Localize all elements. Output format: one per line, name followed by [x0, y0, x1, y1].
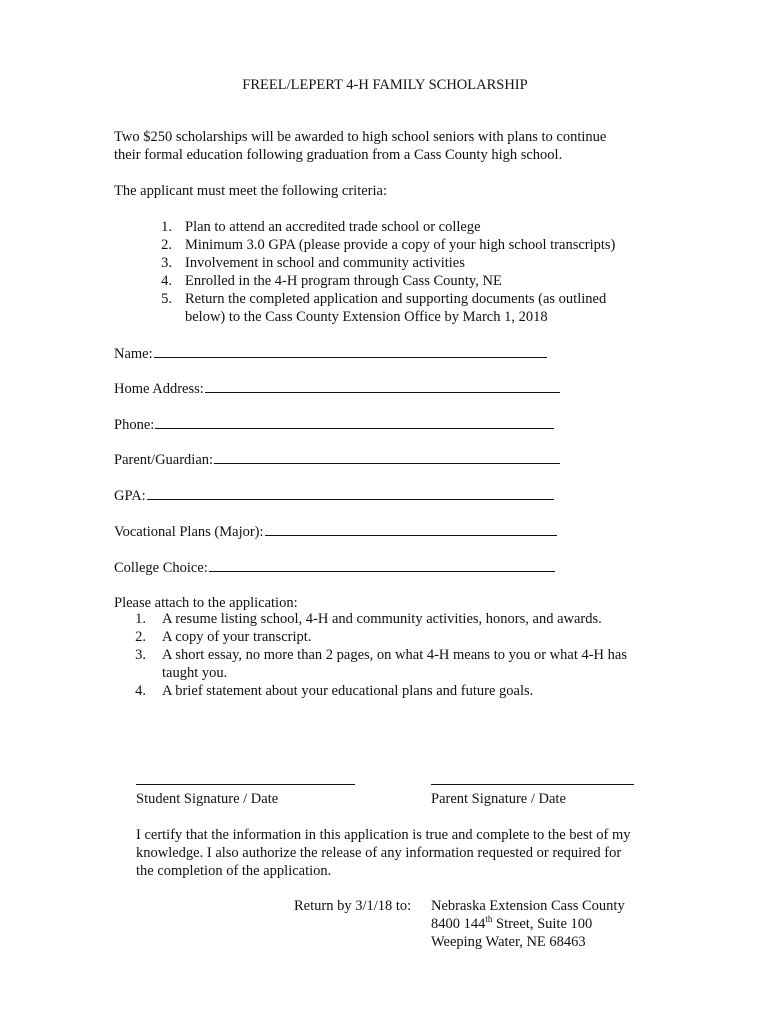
criteria-text-continued: below) to the Cass County Extension Office by March 1, 2018 — [185, 309, 548, 325]
return-by-label: Return by 3/1/18 to: — [294, 898, 412, 914]
college-choice-field[interactable] — [114, 558, 555, 577]
document-title: FREEL/LEPERT 4-H FAMILY SCHOLARSHIP — [242, 77, 528, 93]
return-street-rest: Street, Suite 100 — [492, 916, 593, 932]
attachment-number: 1. — [135, 611, 146, 627]
criteria-text: Plan to attend an accredited trade school or college — [185, 219, 481, 235]
home-address-label: Home Address: — [114, 381, 204, 397]
attachment-text: A short essay, no more than 2 pages, on what 4-H means to you or what 4-H has — [162, 647, 627, 663]
criteria-number: 3. — [161, 255, 172, 271]
return-city: Weeping Water, NE 68463 — [431, 934, 586, 950]
vocational-plans-label: Vocational Plans (Major): — [114, 524, 264, 540]
attachment-text: A resume listing school, 4-H and community activities, honors, and awards. — [162, 611, 602, 627]
attachment-number: 2. — [135, 629, 146, 645]
certification-line-1: I certify that the information in this application is true and complete to the best of my — [136, 827, 631, 843]
gpa-field[interactable] — [114, 486, 554, 505]
attachment-number: 4. — [135, 683, 146, 699]
home-address-field[interactable] — [114, 379, 560, 398]
return-street-number: 8400 144 — [431, 916, 486, 932]
parent-guardian-field[interactable] — [114, 450, 560, 469]
criteria-text: Enrolled in the 4-H program through Cass County, NE — [185, 273, 502, 289]
criteria-text: Minimum 3.0 GPA (please provide a copy of your high school transcripts) — [185, 237, 616, 253]
gpa-label: GPA: — [114, 488, 146, 504]
criteria-heading: The applicant must meet the following criteria: — [114, 183, 387, 199]
name-label: Name: — [114, 346, 153, 362]
parent-guardian-label: Parent/Guardian: — [114, 452, 214, 468]
intro-line-2: their formal education following graduation from a Cass County high school. — [114, 147, 563, 163]
return-street-suffix: th — [485, 914, 493, 925]
vocational-plans-field[interactable] — [114, 522, 557, 541]
certification-line-3: the completion of the application. — [136, 863, 332, 879]
criteria-number: 1. — [161, 219, 172, 235]
parent-guardian-input-line[interactable] — [214, 450, 560, 464]
phone-field[interactable] — [114, 415, 554, 434]
college-choice-label: College Choice: — [114, 560, 208, 576]
college-choice-input-line[interactable] — [209, 558, 555, 572]
criteria-text: Return the completed application and supporting documents (as outlined — [185, 291, 607, 307]
name-field[interactable] — [114, 344, 547, 363]
attachment-text-continued: taught you. — [162, 665, 228, 681]
criteria-text: Involvement in school and community activities — [185, 255, 465, 271]
criteria-number: 4. — [161, 273, 172, 289]
criteria-number: 2. — [161, 237, 172, 253]
return-org: Nebraska Extension Cass County — [431, 898, 625, 914]
student-signature-label: Student Signature / Date — [136, 791, 279, 807]
parent-signature-line[interactable] — [431, 784, 634, 785]
student-signature-line[interactable] — [136, 784, 355, 785]
criteria-number: 5. — [161, 291, 172, 307]
attachment-text: A brief statement about your educational plans and future goals. — [162, 683, 534, 699]
phone-label: Phone: — [114, 417, 155, 433]
certification-line-2: knowledge. I also authorize the release of any information requested or required for — [136, 845, 622, 861]
attach-heading: Please attach to the application: — [114, 595, 298, 611]
gpa-input-line[interactable] — [147, 486, 554, 500]
phone-input-line[interactable] — [155, 415, 554, 429]
intro-line-1: Two $250 scholarships will be awarded to high school seniors with plans to continue — [114, 129, 607, 145]
vocational-plans-input-line[interactable] — [265, 522, 557, 536]
return-street — [431, 915, 592, 933]
name-input-line[interactable] — [154, 344, 547, 358]
parent-signature-label: Parent Signature / Date — [431, 791, 566, 807]
attachment-text: A copy of your transcript. — [162, 629, 312, 645]
attachment-number: 3. — [135, 647, 146, 663]
home-address-input-line[interactable] — [205, 379, 560, 393]
